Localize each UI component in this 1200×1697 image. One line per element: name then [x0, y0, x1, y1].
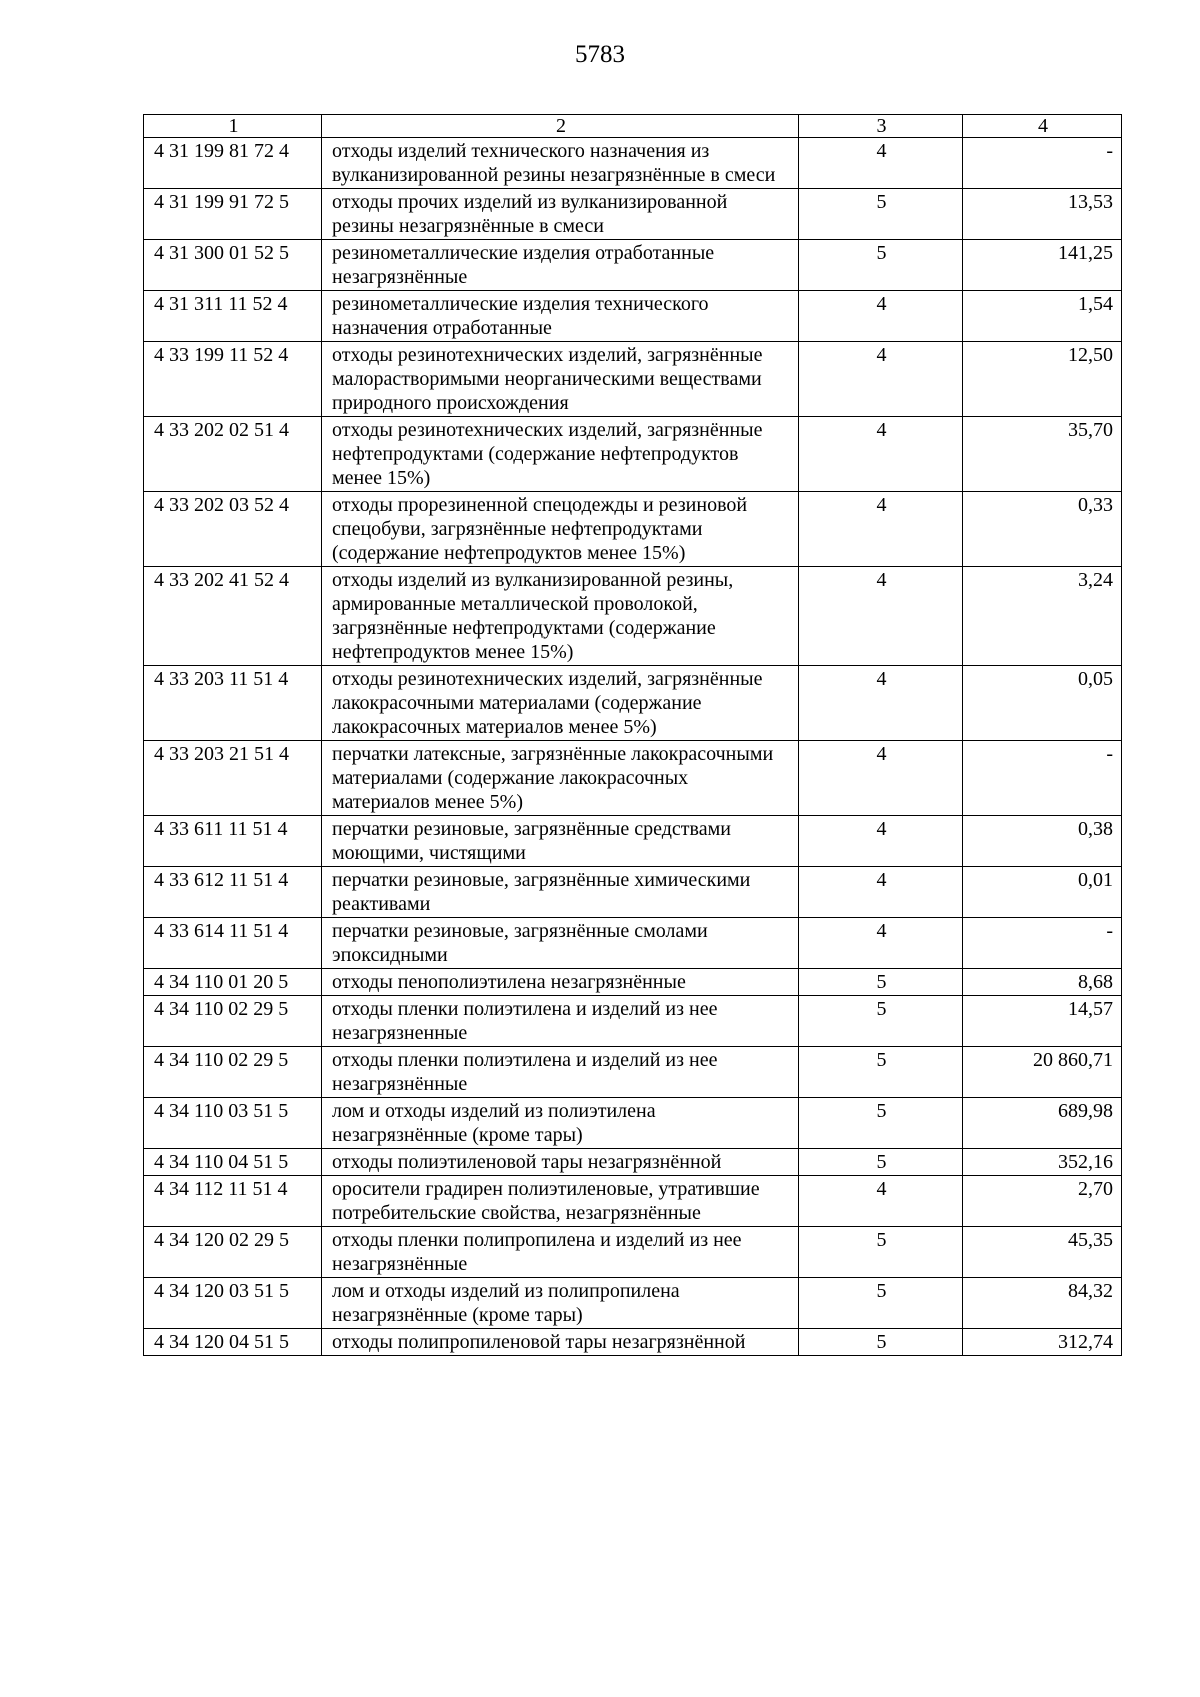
- waste-value: 3,24: [963, 567, 1122, 666]
- waste-value: 0,38: [963, 816, 1122, 867]
- table-row: [144, 1176, 1122, 1227]
- waste-value: 0,01: [963, 867, 1122, 918]
- waste-code: 4 34 120 04 51 5: [144, 1329, 322, 1356]
- waste-code: 4 33 614 11 51 4: [144, 918, 322, 969]
- waste-code: 4 31 311 11 52 4: [144, 291, 322, 342]
- waste-name: отходы резинотехнических изделий, загрязнённые нефтепродуктами (содержание нефтепродуктов менее 15%): [322, 417, 799, 492]
- table-row: [144, 996, 1122, 1047]
- hazard-class: 4: [799, 291, 963, 342]
- waste-name: отходы изделий технического назначения из вулканизированной резины незагрязнённые в смеси: [322, 138, 799, 189]
- waste-code: 4 33 203 21 51 4: [144, 741, 322, 816]
- waste-name: отходы пленки полиэтилена и изделий из нее незагрязнённые: [322, 1047, 799, 1098]
- waste-value: 312,74: [963, 1329, 1122, 1356]
- table-row: [144, 342, 1122, 417]
- hazard-class: 5: [799, 996, 963, 1047]
- waste-table: [143, 114, 1122, 1356]
- hazard-class: 5: [799, 240, 963, 291]
- waste-value: -: [963, 741, 1122, 816]
- hazard-class: 5: [799, 1098, 963, 1149]
- column-header-3: 3: [799, 115, 963, 138]
- waste-code: 4 33 199 11 52 4: [144, 342, 322, 417]
- hazard-class: 5: [799, 189, 963, 240]
- waste-name: перчатки резиновые, загрязнённые химическими реактивами: [322, 867, 799, 918]
- table-body: [144, 138, 1122, 1356]
- waste-name: оросители градирен полиэтиленовые, утратившие потребительские свойства, незагрязнённые: [322, 1176, 799, 1227]
- waste-code: 4 34 120 03 51 5: [144, 1278, 322, 1329]
- waste-value: 0,33: [963, 492, 1122, 567]
- table-row: [144, 1227, 1122, 1278]
- waste-value: 141,25: [963, 240, 1122, 291]
- waste-value: 14,57: [963, 996, 1122, 1047]
- waste-code: 4 34 110 02 29 5: [144, 1047, 322, 1098]
- waste-code: 4 31 300 01 52 5: [144, 240, 322, 291]
- waste-name: лом и отходы изделий из полиэтилена незагрязнённые (кроме тары): [322, 1098, 799, 1149]
- table-row: [144, 816, 1122, 867]
- hazard-class: 4: [799, 417, 963, 492]
- waste-code: 4 34 112 11 51 4: [144, 1176, 322, 1227]
- waste-name: отходы полипропиленовой тары незагрязнённой: [322, 1329, 799, 1356]
- hazard-class: 4: [799, 666, 963, 741]
- table-row: [144, 1098, 1122, 1149]
- waste-name: перчатки резиновые, загрязнённые смолами эпоксидными: [322, 918, 799, 969]
- hazard-class: 4: [799, 342, 963, 417]
- waste-name: отходы полиэтиленовой тары незагрязнённой: [322, 1149, 799, 1176]
- waste-code: 4 33 202 02 51 4: [144, 417, 322, 492]
- hazard-class: 4: [799, 138, 963, 189]
- waste-code: 4 33 203 11 51 4: [144, 666, 322, 741]
- table-row: [144, 1329, 1122, 1356]
- hazard-class: 5: [799, 1149, 963, 1176]
- waste-code: 4 34 110 04 51 5: [144, 1149, 322, 1176]
- waste-value: 20 860,71: [963, 1047, 1122, 1098]
- hazard-class: 4: [799, 567, 963, 666]
- waste-name: резинометаллические изделия технического назначения отработанные: [322, 291, 799, 342]
- waste-value: 45,35: [963, 1227, 1122, 1278]
- waste-value: 689,98: [963, 1098, 1122, 1149]
- waste-code: 4 33 612 11 51 4: [144, 867, 322, 918]
- table-row: [144, 189, 1122, 240]
- waste-code: 4 34 110 03 51 5: [144, 1098, 322, 1149]
- table-row: [144, 666, 1122, 741]
- column-header-1: 1: [144, 115, 322, 138]
- waste-code: 4 33 611 11 51 4: [144, 816, 322, 867]
- table-row: [144, 417, 1122, 492]
- waste-code: 4 33 202 41 52 4: [144, 567, 322, 666]
- waste-value: -: [963, 138, 1122, 189]
- waste-name: отходы пленки полипропилена и изделий из нее незагрязнённые: [322, 1227, 799, 1278]
- column-header-2: 2: [322, 115, 799, 138]
- table-row: [144, 138, 1122, 189]
- waste-name: отходы резинотехнических изделий, загрязнённые малорастворимыми неорганическими веществами природного происхождения: [322, 342, 799, 417]
- waste-name: отходы прорезиненной спецодежды и резиновой спецобуви, загрязнённые нефтепродуктами (содержание нефтепродуктов менее 15%): [322, 492, 799, 567]
- waste-name: отходы пленки полиэтилена и изделий из нее незагрязненные: [322, 996, 799, 1047]
- hazard-class: 4: [799, 1176, 963, 1227]
- waste-name: отходы изделий из вулканизированной резины, армированные металлической проволокой, загрязнённые нефтепродуктами (содержание нефтепродуктов менее 15%): [322, 567, 799, 666]
- table-row: [144, 1047, 1122, 1098]
- waste-value: 84,32: [963, 1278, 1122, 1329]
- table-row: [144, 567, 1122, 666]
- waste-code: 4 33 202 03 52 4: [144, 492, 322, 567]
- table-row: [144, 492, 1122, 567]
- hazard-class: 5: [799, 1329, 963, 1356]
- waste-code: 4 34 120 02 29 5: [144, 1227, 322, 1278]
- header-row: [144, 115, 1122, 138]
- table-row: [144, 867, 1122, 918]
- hazard-class: 5: [799, 1227, 963, 1278]
- hazard-class: 5: [799, 969, 963, 996]
- page-number: 5783: [575, 41, 625, 68]
- waste-code: 4 34 110 01 20 5: [144, 969, 322, 996]
- waste-value: 352,16: [963, 1149, 1122, 1176]
- waste-value: 1,54: [963, 291, 1122, 342]
- table-row: [144, 1149, 1122, 1176]
- waste-value: 12,50: [963, 342, 1122, 417]
- waste-code: 4 31 199 91 72 5: [144, 189, 322, 240]
- hazard-class: 5: [799, 1047, 963, 1098]
- hazard-class: 4: [799, 918, 963, 969]
- waste-name: резинометаллические изделия отработанные незагрязнённые: [322, 240, 799, 291]
- column-header-4: 4: [963, 115, 1122, 138]
- hazard-class: 4: [799, 816, 963, 867]
- hazard-class: 4: [799, 867, 963, 918]
- hazard-class: 5: [799, 1278, 963, 1329]
- waste-value: 13,53: [963, 189, 1122, 240]
- waste-name: отходы пенополиэтилена незагрязнённые: [322, 969, 799, 996]
- table-row: [144, 918, 1122, 969]
- table-row: [144, 1278, 1122, 1329]
- table-row: [144, 240, 1122, 291]
- waste-name: перчатки резиновые, загрязнённые средствами моющими, чистящими: [322, 816, 799, 867]
- table-row: [144, 741, 1122, 816]
- waste-value: 8,68: [963, 969, 1122, 996]
- table-row: [144, 969, 1122, 996]
- waste-value: 2,70: [963, 1176, 1122, 1227]
- waste-value: 0,05: [963, 666, 1122, 741]
- waste-value: 35,70: [963, 417, 1122, 492]
- waste-value: -: [963, 918, 1122, 969]
- waste-name: лом и отходы изделий из полипропилена незагрязнённые (кроме тары): [322, 1278, 799, 1329]
- hazard-class: 4: [799, 492, 963, 567]
- waste-name: отходы прочих изделий из вулканизированной резины незагрязнённые в смеси: [322, 189, 799, 240]
- waste-code: 4 31 199 81 72 4: [144, 138, 322, 189]
- waste-name: отходы резинотехнических изделий, загрязнённые лакокрасочными материалами (содержание лакокрасочных материалов менее 5%): [322, 666, 799, 741]
- table-row: [144, 291, 1122, 342]
- waste-code: 4 34 110 02 29 5: [144, 996, 322, 1047]
- hazard-class: 4: [799, 741, 963, 816]
- waste-name: перчатки латексные, загрязнённые лакокрасочными материалами (содержание лакокрасочных материалов менее 5%): [322, 741, 799, 816]
